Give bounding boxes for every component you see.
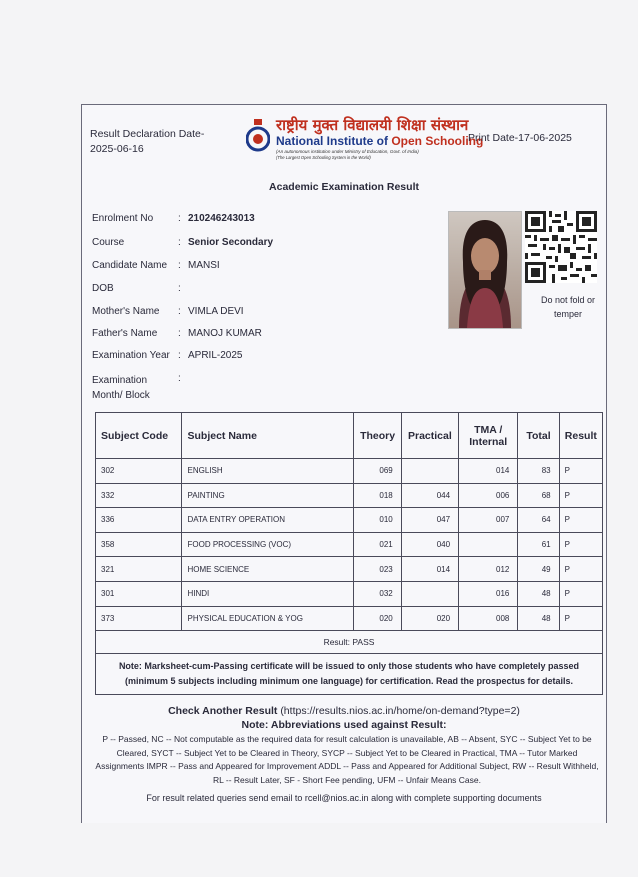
cell-name: ENGLISH [182,459,354,484]
cell-total: 48 [518,606,559,631]
qr-code [525,211,597,283]
enrolment-number: 210246243013 [188,213,255,224]
cell-theory: 023 [354,557,401,582]
candidate-name: MANSI [188,260,220,271]
cell-tma: 008 [459,606,518,631]
cell-name: PAINTING [182,483,354,508]
cell-practical [401,459,458,484]
table-row [96,581,603,606]
col-theory: Theory [354,413,401,459]
cell-total: 49 [518,557,559,582]
result-sheet: Result Declaration Date- 2025-06-16 राष्ट्रीय मुक्त विद्यालयी शिक्षा संस्थान National Institute of Open Schooling (An autonomous institution under Ministry of Education, Govt. of India) (The Largest Open Schooling System in the World) Print Date-17-06-2025 Academic Examination Result Enrolment No : 210246243013 Course : Senior Secondary Candidate Name : MANSI DOB : Mother's Name : VIMLA DEVI Father's Name : MANOJ KUMAR Examination Year : APRIL-2025 Examination Month/ Block : Do not fold or temper Subject Code Subject Name Theory Practical TMA / Internal Total Result 302 ENGLISH 069 014 83 P 332 PAINTING 018 044 006 68 P 336 DATA ENTRY OPERATION 010 047 007 64 P 358 FOOD PROCESSING (VOC) 021 040 61 P 321 HOME SCIENCE 023 014 012 49 P 301 HINDI 032 016 48 P 373 PHYSICAL EDUCATION & YOG 020 020 008 48 P Result: PASS Note: Marksheet-cum-Passing certificate will be issued to only those students who have completely passed (minimum 5 subjects including minimum one language) for certification. Read the prospectus for details. Check Another Result (https://results.nios.ac.in/home/on-demand?type=2) Note: Abbreviations used against Result: P -- Passed, NC -- Not computable as the required data for result calculation is unavailable, AB -- Absent, SYC -- Subject Yet to be Cleared, SYCT -- Subject Yet to be Cleared in Theory, SYCP -- Subject Yet to be Cleared in Practical, TMA -- Tutor Marked Assignments IMPR -- Pass and Appeared for Improvement ADDL -- Pass and Appeared for Additional Subject, RW -- Result Withheld, RL -- Result Later, SF - Short Fee pending, UFM -- Unfair Means Case. For result related queries send email to rcell@nios.ac.in along with complete supporting documents [81,104,607,823]
cell-name: HOME SCIENCE [182,557,354,582]
cell-result: P [559,532,602,557]
institute-tagline: (The Largest Open Schooling System in the World) [276,155,371,160]
cell-code: 358 [96,532,182,557]
cell-tma: 016 [459,581,518,606]
course-value: Senior Secondary [188,237,274,248]
cell-practical: 044 [401,483,458,508]
note-row [96,654,603,695]
cell-result: P [559,459,602,484]
cell-practical: 047 [401,508,458,533]
col-result: Result [559,413,602,459]
overall-result: Result: PASS [96,631,603,654]
cell-theory: 018 [354,483,401,508]
declaration-date [90,127,230,157]
declaration-value: 2025-06-16 [90,143,144,155]
cell-name: DATA ENTRY OPERATION [182,508,354,533]
cell-tma [459,532,518,557]
cell-result: P [559,606,602,631]
col-subject-name: Subject Name [182,413,354,459]
col-subject-code: Subject Code [96,413,182,459]
cell-result: P [559,508,602,533]
cell-total: 61 [518,532,559,557]
cell-code: 373 [96,606,182,631]
check-result-label: Check Another Result [168,705,278,717]
cell-code: 332 [96,483,182,508]
cell-practical [401,581,458,606]
cell-total: 83 [518,459,559,484]
cell-code: 336 [96,508,182,533]
cell-total: 64 [518,508,559,533]
table-row [96,557,603,582]
cell-name: FOOD PROCESSING (VOC) [182,532,354,557]
cell-practical: 040 [401,532,458,557]
cell-total: 68 [518,483,559,508]
query-contact: For result related queries send email to rcell@nios.ac.in along with complete supporting documents [146,793,542,803]
print-date: Print Date-17-06-2025 [468,132,572,144]
cell-code: 302 [96,459,182,484]
exam-year: APRIL-2025 [188,350,243,361]
cell-result: P [559,557,602,582]
check-result-link[interactable]: (https://results.nios.ac.in/home/on-demand?type=2) [280,705,520,717]
institute-name-hindi: राष्ट्रीय मुक्त विद्यालयी शिक्षा संस्थान [276,116,469,134]
table-row [96,459,603,484]
abbreviations-heading: Note: Abbreviations used against Result: [241,719,447,731]
nios-emblem-icon [246,119,270,153]
institute-name-english: National Institute of Open Schooling [276,134,484,148]
cell-theory: 020 [354,606,401,631]
cell-result: P [559,581,602,606]
cell-tma: 012 [459,557,518,582]
cell-name: PHYSICAL EDUCATION & YOG [182,606,354,631]
cell-tma: 014 [459,459,518,484]
overall-result-row [96,631,603,654]
cell-code: 301 [96,581,182,606]
cell-theory: 032 [354,581,401,606]
check-another-result [82,705,606,717]
certification-note: Note: Marksheet-cum-Passing certificate will be issued to only those students who have completely passed (minimum 5 subjects including minimum one language) for certification. Read the prospectus for details. [96,654,603,695]
cell-tma: 007 [459,508,518,533]
marks-table [95,412,603,695]
father-name: MANOJ KUMAR [188,328,262,339]
page-title: Academic Examination Result [269,181,419,193]
nios-logo [246,115,484,165]
table-row [96,606,603,631]
marks-header-row [96,413,603,459]
declaration-label: Result Declaration Date- [90,128,205,140]
cell-theory: 021 [354,532,401,557]
cell-name: HINDI [182,581,354,606]
institute-subtitle: (An autonomous institution under Ministry of Education, Govt. of India) [276,149,419,154]
table-row [96,483,603,508]
cell-theory: 069 [354,459,401,484]
cell-theory: 010 [354,508,401,533]
col-tma: TMA / Internal [459,413,518,459]
table-row [96,508,603,533]
candidate-photo [448,211,522,329]
fold-warning: Do not fold or temper [540,295,596,319]
cell-result: P [559,483,602,508]
qr-code-icon [525,211,597,283]
col-total: Total [518,413,559,459]
cell-practical: 020 [401,606,458,631]
cell-tma: 006 [459,483,518,508]
cell-total: 48 [518,581,559,606]
cell-code: 321 [96,557,182,582]
cell-practical: 014 [401,557,458,582]
table-row [96,532,603,557]
mother-name: VIMLA DEVI [188,306,244,317]
col-practical: Practical [401,413,458,459]
abbreviations-text: P -- Passed, NC -- Not computable as the required data for result calculation is unavailable, AB -- Absent, SYC -- Subject Yet to be Cleared, SYCT -- Subject Yet to be Cleared in Theory, SYCP -- Subject Yet to be Cleared in Practical, TMA -- Tutor Marked Assignments IMPR -- Pass and Appeared for Improvement ADDL -- Pass and Appeared for Additional Subject, RW -- Result Withheld, RL -- Result Later, SF - Short Fee pending, UFM -- Unfair Means Case. [95,734,599,785]
